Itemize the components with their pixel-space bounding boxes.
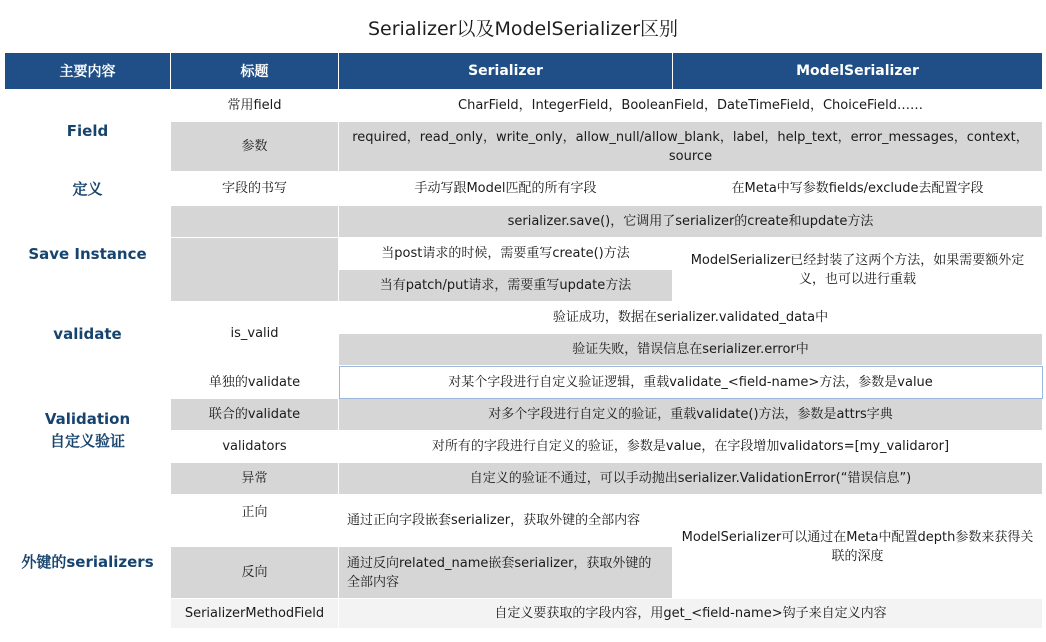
row-content: CharField，IntegerField，BooleanField，DateTimeField，ChoiceField…… [339,90,1043,122]
row-model-serializer: ModelSerializer可以通过在Meta中配置depth参数来获得关联的深度 [673,495,1043,599]
row-content: 对多个字段进行自定义的验证，重载validate()方法，参数是attrs字典 [339,399,1043,431]
row-serializer: 通过正向字段嵌套serializer，获取外键的全部内容 [339,495,673,547]
row-content: 自定义要获取的字段内容，用get_<field-name>钩子来自定义内容 [339,599,1043,629]
table-row [5,366,1043,399]
header-model-serializer: ModelSerializer [673,53,1043,90]
row-title: 字段的书写 [171,172,339,206]
row-content: 验证成功，数据在serializer.validated_data中 [339,302,1043,334]
row-title: 联合的validate [171,399,339,431]
row-title: 正向 [171,495,339,547]
row-title [171,238,339,302]
header-serializer: Serializer [339,53,673,90]
row-serializer: 当post请求的时候，需要重写create()方法 [339,238,673,270]
section-validate: validate [5,302,171,366]
header-main-content: 主要内容 [5,53,171,90]
page-title: Serializer以及ModelSerializer区别 [367,18,679,40]
table-row [5,206,1043,238]
row-title: 参数 [171,122,339,172]
row-title: validators [171,431,339,463]
row-title: 反向 [171,547,339,599]
row-content: serializer.save()，它调用了serializer的create和update方法 [339,206,1043,238]
row-content: required，read_only，write_only，allow_null/allow_blank，label，help_text，error_messages，context，source [339,122,1043,172]
row-serializer: 通过反向related_name嵌套serializer，获取外键的全部内容 [339,547,673,599]
section-definition: 定义 [5,172,171,206]
row-content: 验证失败，错误信息在serializer.error中 [339,334,1043,366]
row-title: 异常 [171,463,339,495]
row-serializer: 手动写跟Model匹配的所有字段 [339,172,673,206]
row-serializer: 当有patch/put请求，需要重写update方法 [339,270,673,302]
table-row [5,172,1043,206]
header-row [5,53,1043,90]
row-title: is_valid [171,302,339,366]
section-foreign-key: 外键的serializers [5,495,171,629]
row-model-serializer: ModelSerializer已经封装了这两个方法，如果需要额外定义，也可以进行重载 [673,238,1043,302]
table-row [5,90,1043,122]
section-validation: Validation 自定义验证 [5,366,171,495]
row-title: 单独的validate [171,366,339,399]
section-field: Field [5,90,171,172]
table-row [5,495,1043,547]
section-save-instance: Save Instance [5,206,171,302]
row-content: 自定义的验证不通过，可以手动抛出serializer.ValidationError(“错误信息”) [339,463,1043,495]
row-title [171,206,339,238]
row-content: 对所有的字段进行自定义的验证，参数是value，在字段增加validators=[my_validaror] [339,431,1043,463]
row-content[interactable]: 对某个字段进行自定义验证逻辑，重载validate_<field-name>方法，参数是value [339,366,1043,399]
row-title: SerializerMethodField [171,599,339,629]
table-row [5,302,1043,334]
row-model-serializer: 在Meta中写参数fields/exclude去配置字段 [673,172,1043,206]
comparison-table [4,52,1043,629]
header-title: 标题 [171,53,339,90]
row-title: 常用field [171,90,339,122]
